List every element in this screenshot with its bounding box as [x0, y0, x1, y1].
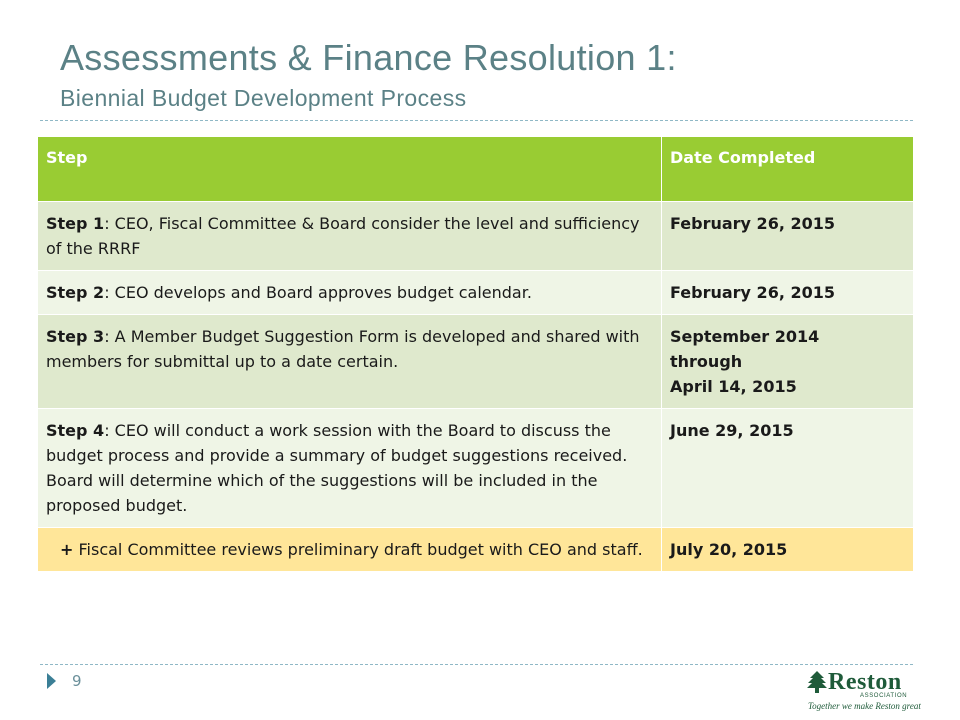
date-line: April 14, 2015: [670, 377, 797, 396]
column-header-date: Date Completed: [662, 137, 914, 202]
step-cell: [38, 409, 662, 528]
step-cell: [38, 271, 662, 315]
logo-association: ASSOCIATION: [860, 693, 908, 699]
date-line: June 29, 2015: [670, 421, 794, 440]
table-row: [38, 202, 914, 271]
step-cell: [38, 315, 662, 409]
table-row: [38, 409, 914, 528]
title-divider: [40, 120, 913, 121]
logo-tagline: Together we make Reston great: [808, 701, 921, 711]
table-row: [38, 271, 914, 315]
step-text: : CEO develops and Board approves budget calendar.: [104, 283, 532, 302]
step-cell: [38, 202, 662, 271]
date-line: February 26, 2015: [670, 283, 835, 302]
step-text: Fiscal Committee reviews preliminary draft budget with CEO and staff.: [73, 540, 643, 559]
sub-step-marker: +: [60, 540, 74, 559]
step-label: Step 3: [46, 327, 105, 346]
date-cell: [662, 271, 914, 315]
step-text: : CEO, Fiscal Committee & Board consider the level and sufficiency of the RRRF: [46, 214, 640, 258]
step-label: Step 2: [46, 283, 105, 302]
logo-wordmark: Reston: [828, 669, 902, 695]
date-line: July 20, 2015: [670, 540, 788, 559]
date-cell: [662, 409, 914, 528]
date-cell: [662, 315, 914, 409]
footer-divider: [40, 664, 913, 665]
slide-bullet-icon: [47, 673, 56, 689]
reston-association-logo: [806, 668, 926, 712]
slide-title: Assessments & Finance Resolution 1:: [60, 37, 677, 78]
date-cell: [662, 202, 914, 271]
date-line: September 2014: [670, 327, 820, 346]
date-line: February 26, 2015: [670, 214, 835, 233]
table-row: [38, 528, 914, 572]
step-label: Step 4: [46, 421, 105, 440]
step-text: : CEO will conduct a work session with the Board to discuss the budget process and provide a summary of budget suggestions received. Board will determine which of the suggestions will be included in the proposed budget.: [46, 421, 628, 515]
step-text: : A Member Budget Suggestion Form is developed and shared with members for submittal up to a date certain.: [46, 327, 640, 371]
date-cell: [662, 528, 914, 572]
step-cell: [38, 528, 662, 572]
page-number: 9: [72, 672, 82, 690]
budget-process-table: [37, 136, 914, 572]
step-label: Step 1: [46, 214, 105, 233]
table-header-row: [38, 137, 914, 202]
column-header-step: Step: [38, 137, 662, 202]
table-row: [38, 315, 914, 409]
tree-icon: [806, 670, 828, 694]
date-line: through: [670, 352, 743, 371]
slide-subtitle: Biennial Budget Development Process: [60, 85, 467, 111]
title-block: [60, 38, 677, 112]
